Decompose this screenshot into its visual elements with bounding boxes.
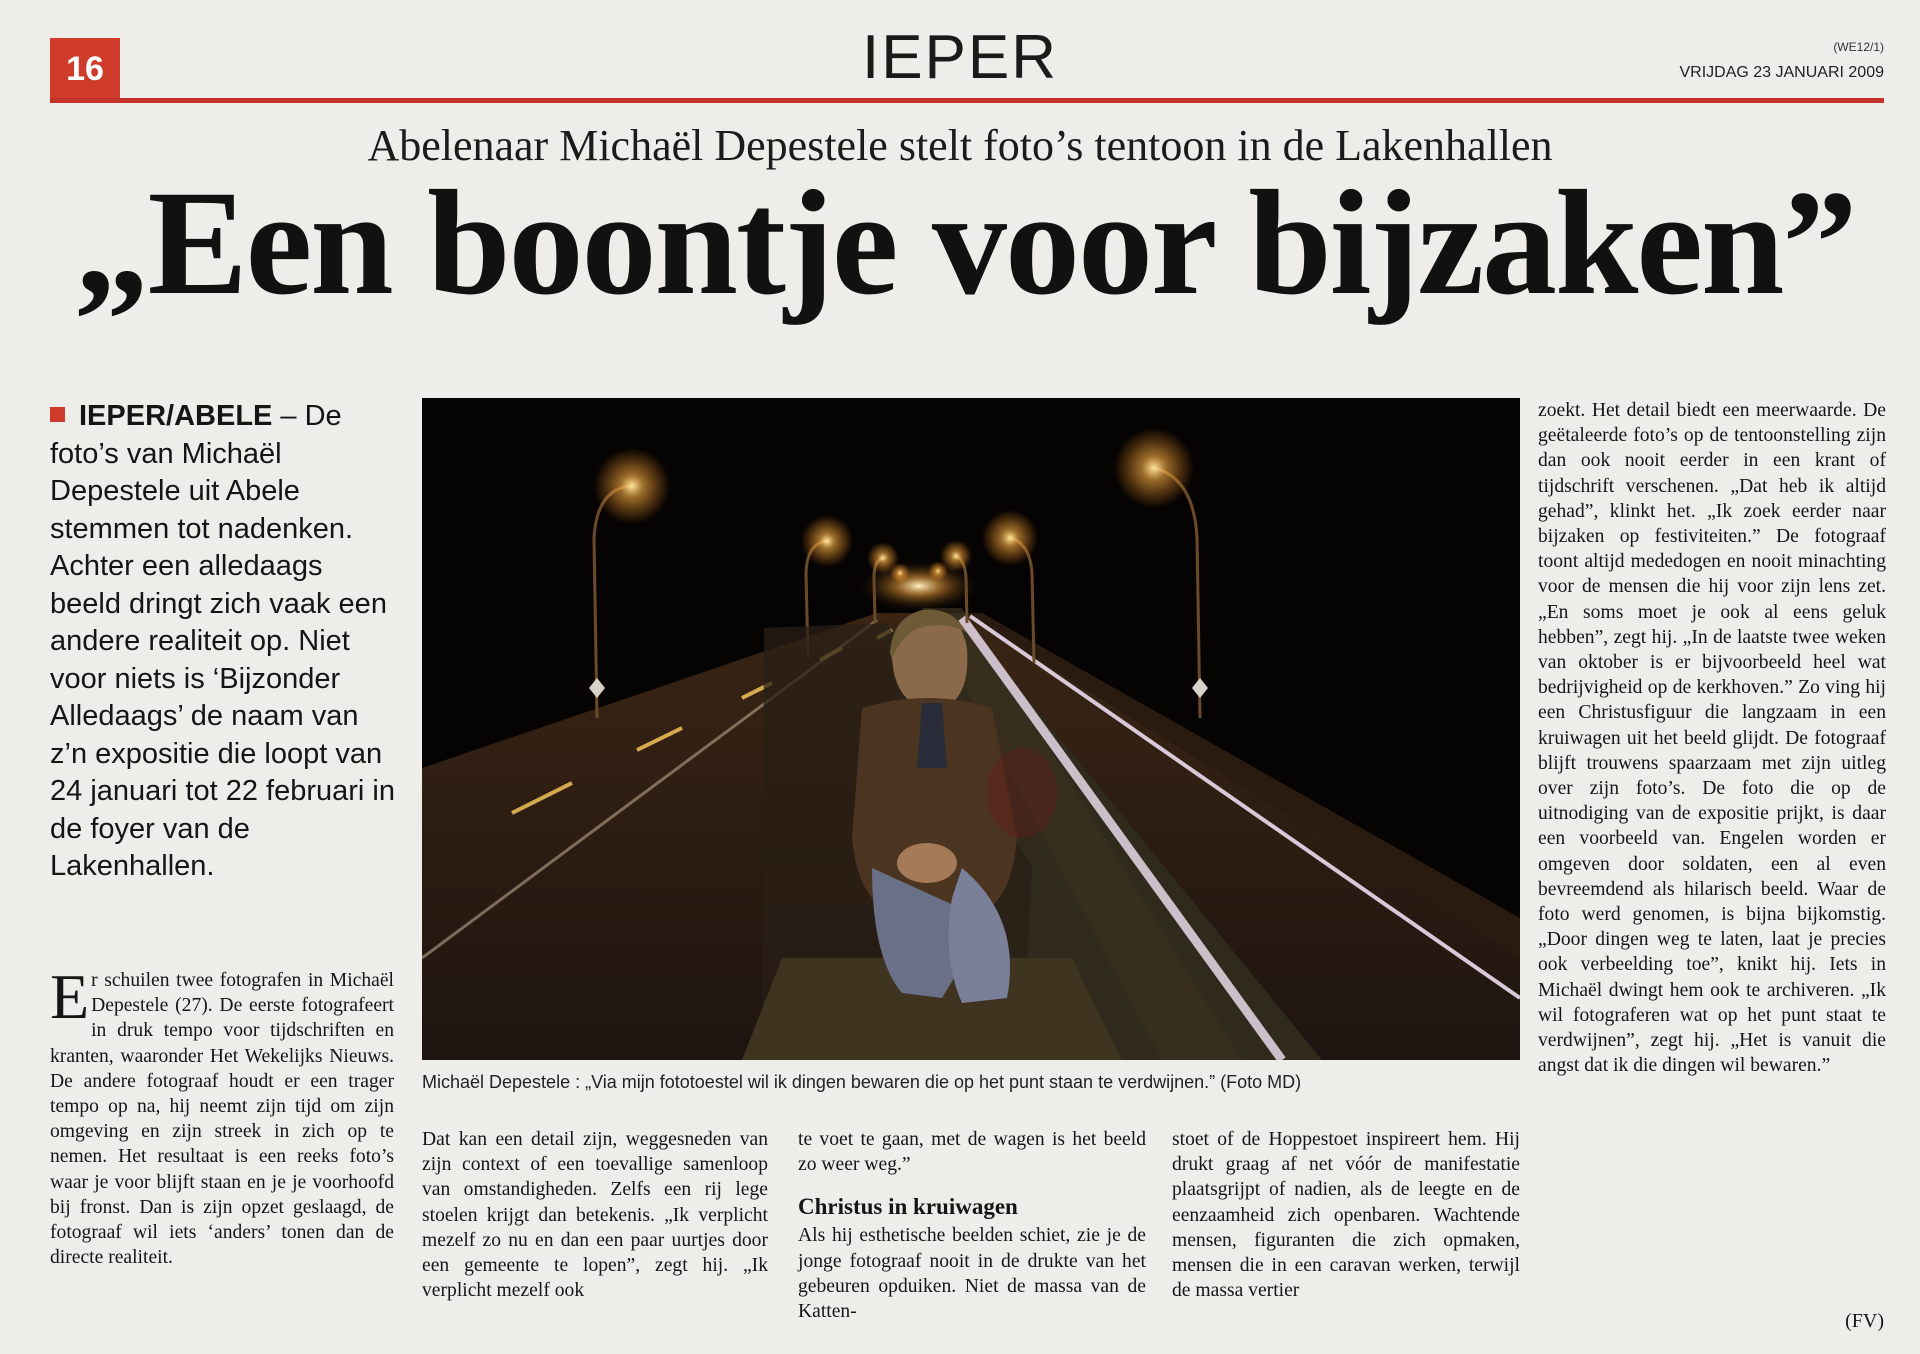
article-headline: „Een boontje voor bijzaken” [74, 160, 1856, 326]
drop-cap: E [50, 961, 90, 1032]
article-intro [50, 398, 395, 886]
body-column-5: zoekt. Het detail biedt een meerwaarde. De geëtaleerde foto’s op de tentoonstelling zijn dan ook nooit eerder in een krant of tijdschrift verschenen. „Dat heb ik altijd gehad”, klinkt het. „Ik zoek eerder naar bijzaken op festiviteiten.” De fotograaf toont altijd mededogen en nooit minachting voor de mensen die hij voor zijn lens zet. „En soms moet je ook al eens geluk hebben”, zegt hij. „In de laatste twee weken van oktober is er bijvoorbeeld heel wat bedrijvigheid op de kerkhoven.” Zo ving hij een Christusfiguur die langzaam in een kruiwagen uit het beeld glijdt. De fotograaf blijft trouwens spaarzaam met zijn uitleg over zijn foto’s. De foto die op de uitnodiging van de expositie prijkt, is daar een voorbeeld van. Engelen worden er omgeven door soldaten, een al even bevreemdend als hilarisch beeld. Waar de foto werd genomen, is bijna bijkomstig. „Door dingen weg te laten, laat je precies ook verbeelding toe”, knikt hij. Iets in Michaël dwingt hem ook te archiveren. „Ik wil fotograferen wat op het punt staat te verdwijnen”, zegt hij. „Het is vanuit die angst dat ik die dingen wil bewaren.” [1538, 400, 1886, 1077]
body-text: r schuilen twee fotografen in Michaël Depestele (27). De eerste fotografeert in druk tempo voor tijdschriften en kranten, waaronder Het Wekelijks Nieuws. De andere fotograaf houdt er een trager tempo op na, hij neemt zijn tijd om zijn omgeving en zijn streek in zich op te nemen. Het resultaat is een reeks foto’s waar je voor blijft staan en je je voorhoofd bij fronst. Dan is zijn opzet geslaagd, de fotograaf wil iets ‘anders’ tonen dan de directe realiteit. [50, 970, 394, 1269]
edition-code: (WE12/1) [1833, 40, 1884, 54]
article-subheading: Christus in kruiwagen [798, 1194, 1018, 1220]
issue-date: VRIJDAG 23 JANUARI 2009 [1679, 64, 1884, 81]
night-road-photo [422, 398, 1520, 1060]
body-text: Als hij esthetische beelden schiet, zie je de jonge fotograaf nooit in de drukte van het gebeuren opduiken. Niet de massa van de Katten- [798, 1225, 1146, 1323]
intro-location: IEPER/ABELE [79, 400, 273, 432]
body-column-3 [798, 1127, 1146, 1324]
photo-caption: Michaël Depestele : „Via mijn fototoestel wil ik dingen bewaren die op het punt staan te verdwijnen.” (Foto MD) [422, 1072, 1302, 1092]
header-rule [50, 98, 1884, 103]
body-column-1 [50, 961, 394, 1270]
intro-text: – De foto’s van Michaël Depestele uit Abele stemmen tot nadenken. Achter een alledaags beeld dringt zich vaak een andere realiteit op. Niet voor niets is ‘Bijzonder Alledaags’ de naam van z’n expositie die loopt van 24 januari tot 22 februari in de foyer van de Lakenhallen. [50, 400, 395, 882]
red-square-icon [50, 407, 65, 422]
body-column-4: stoet of de Hoppestoet inspireert hem. Hij drukt graag af net vóór de manifestatie plaatsgrijpt of nadien, als de leegte en de eenzaamheid zich openbaren. Wachtende mensen, figuranten die zich opmaken, mensen die in een caravan werken, terwijl de massa vertier [1172, 1129, 1520, 1302]
author-signature: (FV) [1845, 1310, 1884, 1332]
body-text: te voet te gaan, met de wagen is het beeld zo weer weg.” [798, 1129, 1146, 1176]
page-number-badge: 16 [50, 38, 120, 100]
body-column-2: Dat kan een detail zijn, weggesneden van zijn context of een toevallige samenloop van omstandigheden. Zelfs een rij lege stoelen krijgt dan betekenis. „Ik verplicht mezelf zo nu en dan een paar uurtjes door een gemeente te lopen”, zegt hij. „Ik verplicht mezelf ook [422, 1129, 768, 1302]
article-subhead: Abelenaar Michaël Depestele stelt foto’s tentoon in de Lakenhallen [367, 121, 1553, 170]
section-title: IEPER [861, 23, 1059, 92]
article-photo [422, 398, 1520, 1060]
